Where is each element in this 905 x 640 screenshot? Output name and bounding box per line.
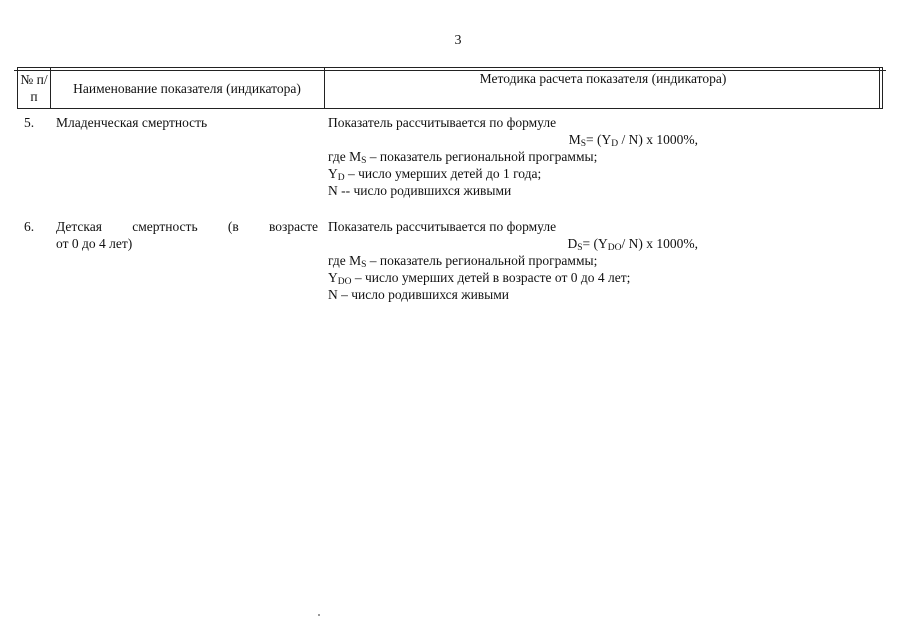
formula: $D_S= (Y_{DO}/$ N) x 1000%, bbox=[567, 236, 698, 253]
indicator-name: Младенческая смертность bbox=[56, 115, 208, 130]
variable-line: N -- число родившихся живыми bbox=[328, 183, 512, 198]
header-method-label: Методика расчета показателя (индикатора) bbox=[479, 71, 727, 86]
header-num-cell bbox=[18, 68, 51, 108]
row-number: 5. bbox=[24, 115, 35, 130]
header-num-label: № п/п bbox=[20, 72, 48, 104]
indicator-name bbox=[56, 218, 318, 252]
where-line: где $M_S$ – показатель региональной программы; bbox=[328, 149, 598, 166]
calculation-method bbox=[328, 114, 698, 199]
method-intro: Показатель рассчитывается по формуле bbox=[328, 115, 557, 130]
variable-line: $Y_D$ – число умерших детей до 1 года; bbox=[328, 166, 542, 183]
formula: $M_S= (Y_D / N)$ x 1000%, bbox=[568, 132, 698, 149]
variable-line: N – число родившихся живыми bbox=[328, 287, 510, 302]
method-intro: Показатель рассчитывается по формуле bbox=[328, 219, 557, 234]
page-number: 3 bbox=[454, 33, 462, 48]
where-line: где $M_S$ – показатель региональной программы; bbox=[328, 253, 598, 270]
header-method-cell bbox=[324, 68, 882, 108]
header-name-cell bbox=[50, 68, 325, 108]
table-header bbox=[17, 67, 883, 109]
calculation-method bbox=[328, 218, 698, 303]
row-number: 6. bbox=[24, 219, 35, 234]
indicator-name-line: Детская смертность (в возрасте bbox=[56, 219, 318, 234]
scan-speck bbox=[318, 614, 320, 616]
variable-line: $Y_{DO}$ – число умерших детей в возрасте от 0 до 4 лет; bbox=[328, 270, 631, 287]
header-name-label: Наименование показателя (индикатора) bbox=[73, 80, 301, 96]
indicator-name-line: от 0 до 4 лет) bbox=[56, 236, 133, 251]
